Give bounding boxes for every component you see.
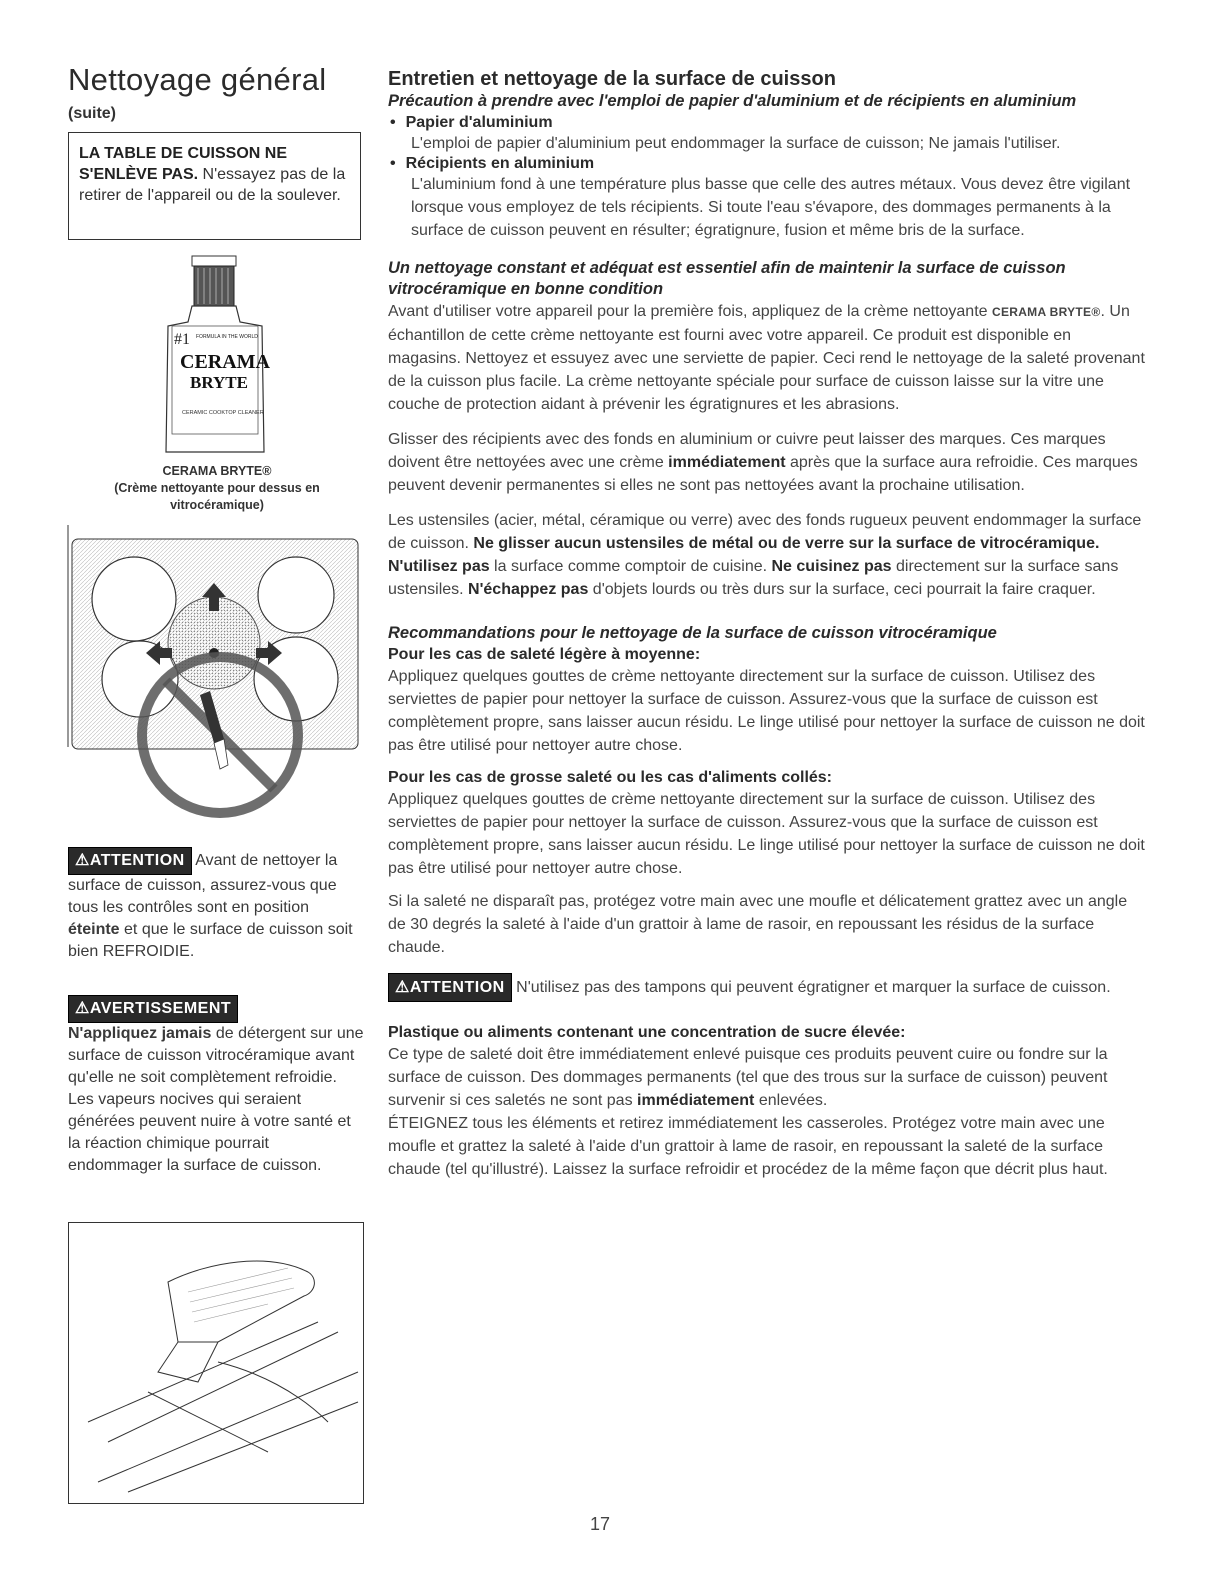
attention-badge: ⚠ATTENTION: [68, 847, 192, 875]
attention2-paragraph: ⚠ATTENTION N'utilisez pas des tampons qui peuvent égratigner et marquer la surface de cuisson.: [388, 973, 1148, 1002]
bullet-recipients-title: • Récipients en aluminium: [388, 155, 1148, 173]
attention-text-a: Avant de nettoyer la surface de cuisson, assurez-vous que tous les contrôles sont en position: [68, 852, 338, 916]
page-number: 17: [590, 1514, 611, 1534]
bottle-brand-2: BRYTE: [190, 373, 248, 392]
right-column: [388, 68, 1148, 1181]
light-soil-heading: Pour les cas de saleté légère à moyenne:: [388, 646, 701, 663]
precaution-heading: Précaution à prendre avec l'emploi de papier d'aluminium et de récipients en aluminium: [388, 92, 1077, 110]
bottle-number: #1: [174, 331, 190, 348]
cleaner-bottle-illustration: [160, 252, 280, 462]
plastic-heading: Plastique ou aliments contenant une concentration de sucre élevée:: [388, 1024, 906, 1041]
avertissement-text: de détergent sur une surface de cuisson vitrocéramique avant qu'elle ne soit complètement refroidie. Les vapeurs nocives qui seraient générées peuvent nuire à votre santé et la réaction chimique pourrait endommager la surface de cuisson.: [68, 1025, 364, 1174]
heavy-soil-text: Appliquez quelques gouttes de crème nettoyante directement sur la surface de cuisson. Utilisez des serviettes de papier pour nettoyer la surface de cuisson. Assurez-vous que la surface de cuisson est complètement propre, sans laisser aucun résidu. Le linge utilisé pour nettoyer la surface de cuisson ne doit pas être utilisé pour nettoyer autre chose.: [388, 791, 1145, 877]
product-name: CERAMA BRYTE®: [991, 305, 1101, 319]
page-subtitle: (suite): [68, 105, 116, 122]
attention2-badge: ⚠ATTENTION: [388, 973, 512, 1002]
bottle-brand-1: CERAMA: [180, 351, 270, 373]
bullet-papier-text: L'emploi de papier d'aluminium peut endommager la surface de cuisson; Ne jamais l'utiliser.: [411, 135, 1061, 152]
bottle-desc: CERAMIC COOKTOP CLEANER: [182, 410, 264, 416]
section2-heading: Un nettoyage constant et adéquat est essentiel afin de maintenir la surface de cuisson vitrocéramique en bonne condition: [388, 259, 1066, 298]
attention-text-b: et que le surface de cuisson soit bien REFROIDIE.: [68, 921, 353, 960]
bottle-formula: FORMULA IN THE WORLD: [196, 334, 258, 340]
glisser-paragraph: Glisser des récipients avec des fonds en aluminium or cuivre peut laisser des marques. Ces marques doivent être nettoyées avec une crème immédiatement après que la surface aura refroidie. Ces marques peuvent devenir permanentes si elles ne sont pas nettoyées avant la prochaine utilisation.: [388, 431, 1138, 494]
bottle-caption-title: CERAMA BRYTE®: [162, 464, 272, 478]
attention-paragraph: [68, 847, 364, 963]
warning-box-text: N'essayez pas de la retirer de l'appareil ou de la soulever.: [79, 166, 346, 204]
ustensiles-paragraph: Les ustensiles (acier, métal, céramique ou verre) avec des fonds rugueux peuvent endommager la surface de cuisson. Ne glisser aucun ustensiles de métal ou de verre sur la surface de vitrocéramique. N'utilisez pas la surface comme comptoir de cuisine. Ne cuisinez pas directement sur la surface sans ustensiles. N'échappez pas d'objets lourds ou très durs sur la surface, ceci pourrait la faire craquer.: [388, 512, 1142, 598]
light-soil-text: Appliquez quelques gouttes de crème nettoyante directement sur la surface de cuisson. Utilisez des serviettes de papier pour nettoyer la surface de cuisson. Assurez-vous que la surface de cuisson est complètement propre, sans laisser aucun résidu. Le linge utilisé pour nettoyer la surface de cuisson ne doit pas être utilisé pour nettoyer autre chose.: [388, 668, 1145, 754]
recommandations-heading: Recommandations pour le nettoyage de la surface de cuisson vitrocéramique: [388, 624, 997, 642]
avertissement-bold: N'appliquez jamais: [68, 1025, 212, 1042]
plastic-paragraph: Ce type de saleté doit être immédiatement enlevé puisque ces produits peuvent cuire ou fondre sur la surface de cuisson. Des dommages permanents (tel que des trous sur la surface de cuisson) peuvent survenir si ces saletés ne sont pas immédiatement enlevées.: [388, 1046, 1108, 1109]
avertissement-badge: ⚠AVERTISSEMENT: [68, 995, 238, 1023]
eteignez-paragraph: ÉTEIGNEZ tous les éléments et retirez immédiatement les casseroles. Protégez votre main avec une moufle et grattez la saleté à l'aide d'un grattoir à lame de rasoir, en repoussant la saleté de la surface chaude (tel qu'illustré). Laissez la surface refroidir et procédez de la même façon que décrit plus haut.: [388, 1115, 1108, 1178]
warning-box: [68, 132, 361, 240]
section2-paragraph: Avant d'utiliser votre appareil pour la première fois, appliquez de la crème nettoyante CERAMA BRYTE®. Un échantillon de cette crème nettoyante est fourni avec votre appareil. Ce produit est disponible en magasins. Nettoyez et essuyez avec une serviette de papier. Ceci rend le nettoyage de la saleté provenant de la cuisson plus facile. La crème nettoyante spéciale pour surface de cuisson laisse sur la vitre une couche de protection aidant à prévenir les égratignures et les abrasions.: [388, 303, 1145, 413]
bottle-caption-desc: (Crème nettoyante pour dessus en vitrocéramique): [114, 481, 320, 512]
warning-box-bold: LA TABLE DE CUISSON NE S'ENLÈVE PAS.: [79, 145, 288, 183]
section-heading: Entretien et nettoyage de la surface de cuisson: [388, 68, 836, 90]
scrape-paragraph: Si la saleté ne disparaît pas, protégez votre main avec une moufle et délicatement grattez avec un angle de 30 degrés la saleté à l'aide d'un grattoir à lame de rasoir, en repoussant les résidus de la surface chaude.: [388, 893, 1128, 956]
scraper-illustration: [68, 1222, 364, 1504]
page-title: Nettoyage général: [68, 62, 327, 97]
bottle-caption: [72, 463, 362, 514]
cooktop-diagram: [64, 525, 364, 835]
bullet-recipients-text: L'aluminium fond à une température plus basse que celle des autres métaux. Vous devez être vigilant lorsque vous employez de tels récipients. Si toute l'eau s'évapore, des dommages permanents à la surface de cuisson peuvent en résulter; égratignure, fusion et même bris de la surface.: [411, 176, 1131, 239]
avertissement-paragraph: [68, 995, 364, 1177]
heavy-soil-heading: Pour les cas de grosse saleté ou les cas d'aliments collés:: [388, 769, 833, 786]
bullet-papier-title: • Papier d'aluminium: [388, 114, 1148, 132]
attention-bold: éteinte: [68, 921, 120, 938]
